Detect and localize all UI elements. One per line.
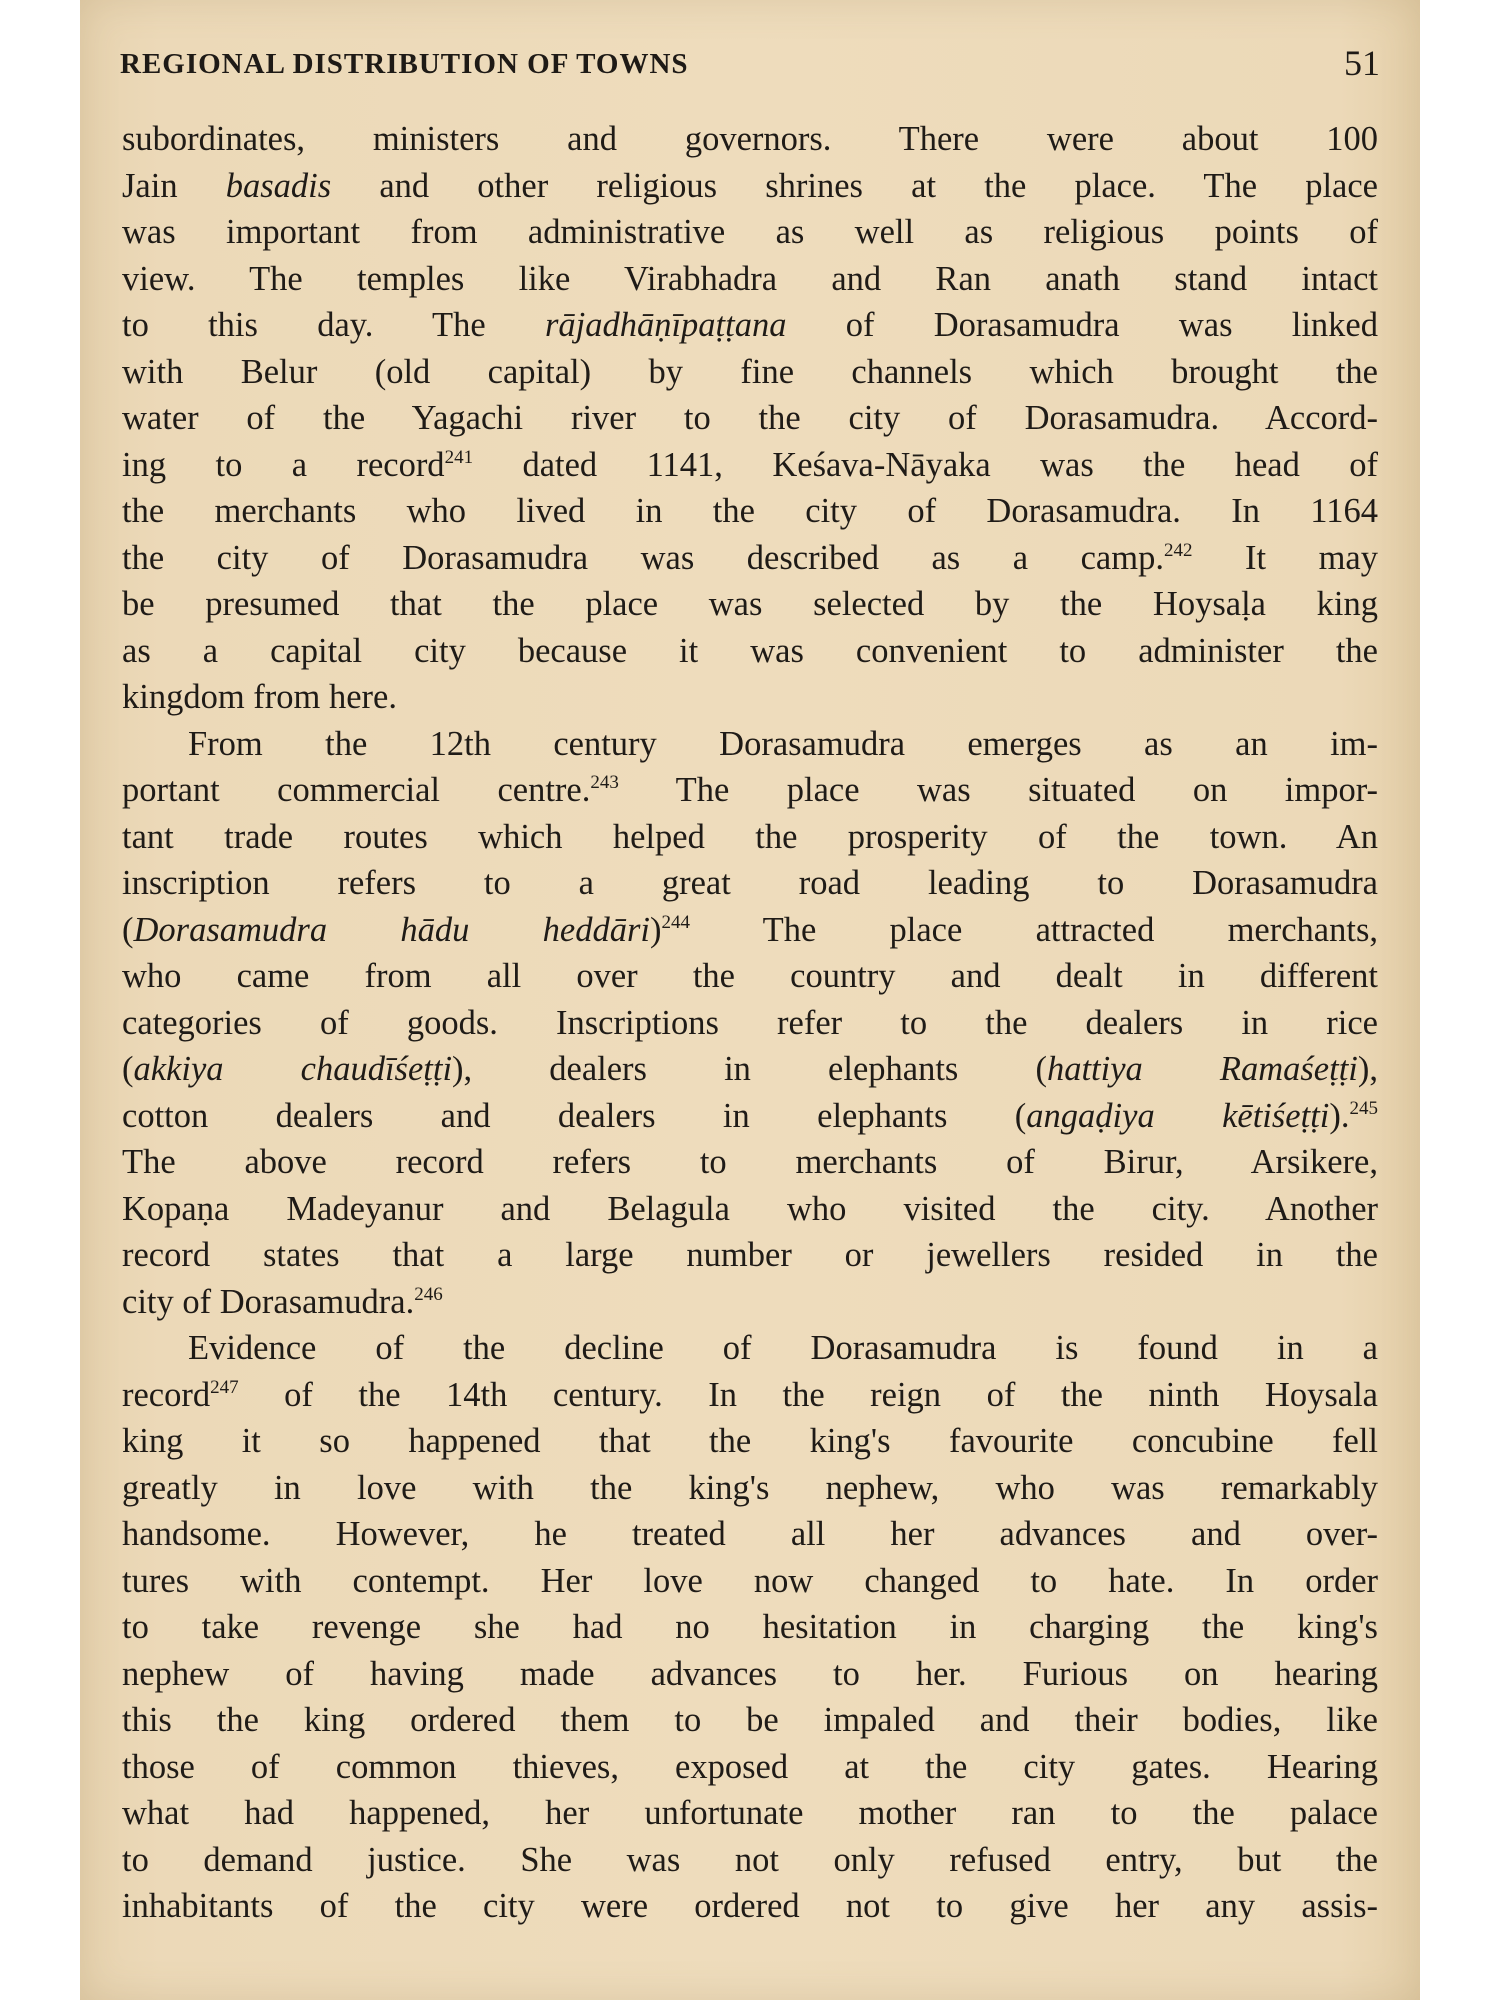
footnote-ref: 241 bbox=[444, 446, 474, 468]
text-run: cotton dealers and dealers in elephants ( bbox=[122, 1096, 1027, 1135]
footnote-ref: 246 bbox=[414, 1283, 443, 1305]
text-line bbox=[122, 953, 1378, 1000]
text-line bbox=[122, 1093, 1378, 1140]
text-line bbox=[122, 1511, 1378, 1558]
text-line bbox=[122, 1279, 1378, 1326]
text-line bbox=[122, 1883, 1378, 1930]
text-line bbox=[122, 1651, 1378, 1698]
text-line bbox=[122, 395, 1378, 442]
text-run: inhabitants of the city were ordered not to give her any assis- bbox=[122, 1887, 1378, 1925]
text-run: From the 12th century Dorasamudra emerges as an im- bbox=[188, 724, 1378, 763]
text-run: city of Dorasamudra. bbox=[122, 1282, 415, 1321]
text-run: as a capital city because it was convenient to administer the bbox=[122, 631, 1378, 670]
text-line bbox=[122, 349, 1378, 396]
text-run: to this day. The bbox=[122, 306, 545, 344]
text-run: the merchants who lived in the city of Dorasamudra. In 1164 bbox=[122, 492, 1378, 530]
text-run: this the king ordered them to be impaled and their bodies, like bbox=[122, 1701, 1378, 1739]
text-line bbox=[122, 767, 1378, 814]
text-run: handsome. However, he treated all her advances and over- bbox=[122, 1515, 1378, 1553]
running-head: REGIONAL DISTRIBUTION OF TOWNS bbox=[120, 48, 689, 80]
text-line bbox=[122, 1418, 1378, 1465]
text-line bbox=[122, 814, 1378, 861]
book-page bbox=[80, 0, 1420, 2000]
text-run: ( bbox=[122, 910, 134, 949]
text-line bbox=[122, 163, 1378, 210]
text-run: who came from all over the country and dealt in different bbox=[122, 957, 1378, 995]
footnote-ref: 245 bbox=[1349, 1097, 1378, 1119]
text-line bbox=[122, 1604, 1378, 1651]
text-run: those of common thieves, exposed at the city gates. Hearing bbox=[122, 1747, 1378, 1786]
text-run: tant trade routes which helped the prosperity of the town. An bbox=[122, 817, 1378, 856]
text-run: ing to a record bbox=[122, 445, 445, 484]
text-line bbox=[122, 674, 1378, 721]
text-run: ), dealers in elephants ( bbox=[452, 1050, 1047, 1088]
footnote-ref: 243 bbox=[590, 772, 619, 793]
text-run: The place was situated on impor- bbox=[618, 771, 1378, 809]
text-line bbox=[122, 1465, 1378, 1512]
text-line bbox=[122, 256, 1378, 303]
italic-term: angaḍiya kētiśeṭṭi bbox=[1026, 1096, 1330, 1135]
text-run: and other religious shrines at the place. The place bbox=[331, 166, 1378, 205]
text-line bbox=[122, 116, 1378, 163]
italic-term: hattiya Ramaśeṭṭi bbox=[1046, 1050, 1358, 1088]
text-line bbox=[122, 1790, 1378, 1837]
text-run: nephew of having made advances to her. Furious on hearing bbox=[122, 1654, 1378, 1693]
text-run: portant commercial centre. bbox=[122, 771, 591, 809]
text-run: to demand justice. She was not only refused entry, but the bbox=[122, 1840, 1378, 1879]
text-line bbox=[122, 721, 1378, 768]
italic-term: akkiya chaudīśeṭṭi bbox=[133, 1050, 453, 1088]
body-text bbox=[122, 116, 1378, 1930]
text-run: view. The temples like Virabhadra and Ran anath stand intact bbox=[122, 259, 1378, 298]
text-run: ). bbox=[1329, 1096, 1350, 1135]
text-line bbox=[122, 1558, 1378, 1605]
text-run: dated 1141, Keśava-Nāyaka was the head of bbox=[473, 445, 1378, 484]
footnote-ref: 247 bbox=[210, 1376, 239, 1398]
text-run: the city of Dorasamudra was described as a camp. bbox=[122, 538, 1164, 577]
page-header bbox=[120, 42, 1380, 82]
text-run: record states that a large number or jewellers resided in the bbox=[122, 1236, 1378, 1274]
text-run: subordinates, ministers and governors. There were about 100 bbox=[122, 120, 1378, 158]
text-run: categories of goods. Inscriptions refer to the dealers in rice bbox=[122, 1003, 1378, 1042]
text-line bbox=[122, 302, 1378, 349]
text-run: The place attracted merchants, bbox=[689, 910, 1378, 949]
italic-term: Dorasamudra hādu heddāri bbox=[133, 910, 650, 949]
text-run: ( bbox=[122, 1050, 134, 1088]
text-line bbox=[122, 1232, 1378, 1279]
text-line bbox=[122, 209, 1378, 256]
text-line bbox=[122, 1000, 1378, 1047]
text-run: of Dorasamudra was linked bbox=[786, 306, 1378, 344]
text-line bbox=[122, 581, 1378, 628]
text-run: to take revenge she had no hesitation in charging the king's bbox=[122, 1608, 1378, 1646]
text-line bbox=[122, 1139, 1378, 1186]
text-run: Kopaṇa Madeyanur and Belagula who visited the city. Another bbox=[122, 1189, 1378, 1228]
italic-term: basadis bbox=[225, 166, 332, 205]
text-run: Jain bbox=[122, 166, 226, 205]
text-run: ), bbox=[1357, 1050, 1378, 1088]
text-line bbox=[122, 628, 1378, 675]
text-run: record bbox=[122, 1375, 211, 1414]
text-line bbox=[122, 907, 1378, 954]
italic-term: rājadhāṇīpaṭṭana bbox=[544, 306, 787, 344]
text-run: with Belur (old capital) by fine channels which brought the bbox=[122, 352, 1378, 391]
text-line bbox=[122, 1325, 1378, 1372]
text-line bbox=[122, 1046, 1378, 1093]
text-run: of the 14th century. In the reign of the ninth Hoysala bbox=[238, 1375, 1378, 1414]
text-line bbox=[122, 860, 1378, 907]
text-run: The above record refers to merchants of Birur, Arsikere, bbox=[122, 1143, 1378, 1181]
text-line bbox=[122, 1744, 1378, 1791]
text-line bbox=[122, 535, 1378, 582]
text-line bbox=[122, 488, 1378, 535]
text-run: what had happened, her unfortunate mother ran to the palace bbox=[122, 1794, 1378, 1832]
text-run: tures with contempt. Her love now changed to hate. In order bbox=[122, 1561, 1378, 1600]
text-run: greatly in love with the king's nephew, who was remarkably bbox=[122, 1468, 1378, 1507]
text-line bbox=[122, 1186, 1378, 1233]
text-run: Evidence of the decline of Dorasamudra is found in a bbox=[188, 1329, 1378, 1367]
text-run: king it so happened that the king's favourite concubine fell bbox=[122, 1422, 1378, 1460]
text-line bbox=[122, 442, 1378, 489]
footnote-ref: 242 bbox=[1163, 539, 1193, 561]
text-run: be presumed that the place was selected by the Hoysaḷa king bbox=[122, 585, 1378, 623]
text-line bbox=[122, 1372, 1378, 1419]
text-run: inscription refers to a great road leading to Dorasamudra bbox=[122, 864, 1378, 902]
text-run: kingdom from here. bbox=[122, 678, 397, 716]
footnote-ref: 244 bbox=[661, 911, 690, 933]
text-run: water of the Yagachi river to the city of Dorasamudra. Accord- bbox=[122, 399, 1378, 437]
text-run: It may bbox=[1192, 538, 1378, 577]
text-line bbox=[122, 1837, 1378, 1884]
text-run: was important from administrative as well as religious points of bbox=[122, 213, 1378, 251]
text-run: ) bbox=[649, 910, 662, 949]
text-line bbox=[122, 1697, 1378, 1744]
page-number: 51 bbox=[1344, 43, 1380, 83]
